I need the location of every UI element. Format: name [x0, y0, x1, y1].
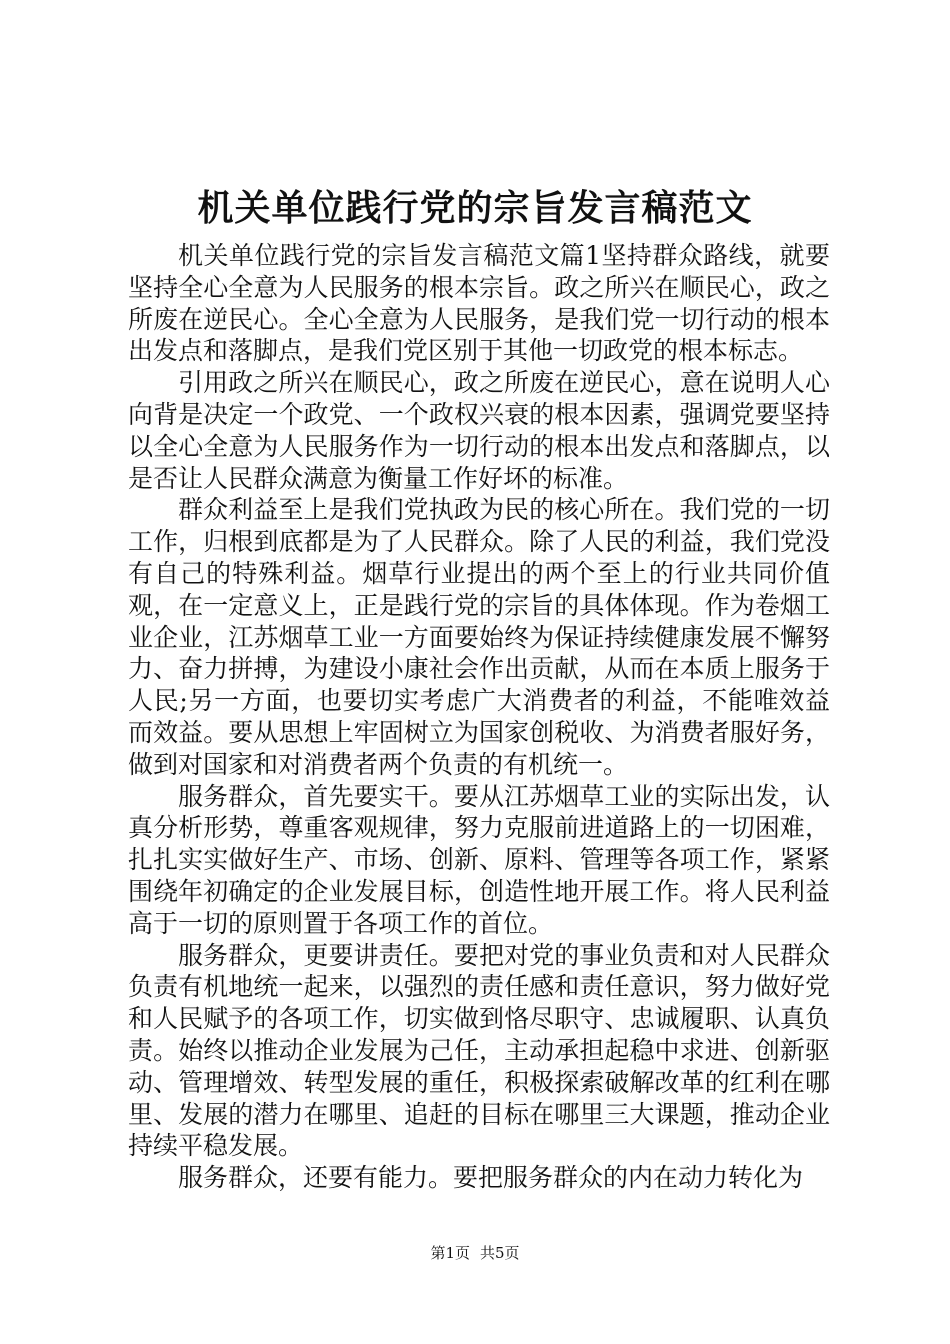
page-footer: [0, 1242, 950, 1264]
paragraph: 服务群众，首先要实干。要从江苏烟草工业的实际出发，认真分析形势，尊重客观规律，努力克服前进道路上的一切困难，扎扎实实做好生产、市场、创新、原料、管理等各项工作，紧紧围绕年初确定的企业发展目标，创造性地开展工作。将人民利益高于一切的原则置于各项工作的首位。: [128, 781, 830, 938]
document-body: [128, 240, 830, 1194]
paragraph: 服务群众，还要有能力。要把服务群众的内在动力转化为: [178, 1163, 804, 1193]
document-title: 机关单位践行党的宗旨发言稿范文: [197, 187, 753, 229]
paragraph: 引用政之所兴在顺民心，政之所废在逆民心，意在说明人心向背是决定一个政党、一个政权兴衰的根本因素，强调党要坚持以全心全意为人民服务作为一切行动的根本出发点和落脚点，以是否让人民群众满意为衡量工作好坏的标准。: [128, 368, 830, 493]
page-total: 共5页: [480, 1244, 520, 1262]
page-number: 第1页: [430, 1244, 470, 1262]
paragraph: 机关单位践行党的宗旨发言稿范文篇1坚持群众路线，就要坚持全心全意为人民服务的根本宗旨。政之所兴在顺民心，政之所废在逆民心。全心全意为人民服务，是我们党一切行动的根本出发点和落脚点，是我们党区别于其他一切政党的根本标志。: [128, 241, 830, 366]
paragraph: 服务群众，更要讲责任。要把对党的事业负责和对人民群众负责有机地统一起来，以强烈的责任感和责任意识，努力做好党和人民赋予的各项工作，切实做到恪尽职守、忠诚履职、认真负责。始终以推动企业发展为己任，主动承担起稳中求进、创新驱动、管理增效、转型发展的重任，积极探索破解改革的红利在哪里、发展的潜力在哪里、追赶的目标在哪里三大课题，推动企业持续平稳发展。: [128, 940, 830, 1161]
paragraph: 群众利益至上是我们党执政为民的核心所在。我们党的一切工作，归根到底都是为了人民群众。除了人民的利益，我们党没有自己的特殊利益。烟草行业提出的两个至上的行业共同价值观，在一定意义上，正是践行党的宗旨的具体体现。作为卷烟工业企业，江苏烟草工业一方面要始终为保证持续健康发展不懈努力、奋力拼搏，为建设小康社会作出贡献，从而在本质上服务于人民;另一方面，也要切实考虑广大消费者的利益，不能唯效益而效益。要从思想上牢固树立为国家创税收、为消费者服好务，做到对国家和对消费者两个负责的有机统一。: [128, 495, 830, 779]
